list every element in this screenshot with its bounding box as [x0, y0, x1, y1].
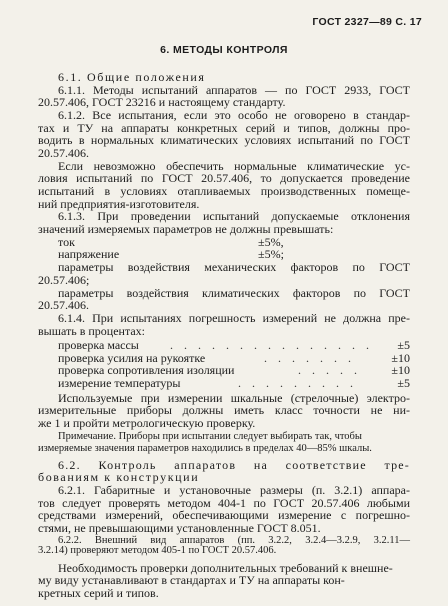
accuracy-row-label: проверка массы — [58, 338, 139, 352]
para-additional-line: Необходимость проверки дополнительных требований к внешне- — [58, 560, 393, 575]
subsection-heading: 6.1. Общие положения — [58, 70, 206, 84]
para-6-1-2-line: тах и ТУ на аппараты конкретных серий и типов, должны про- — [38, 120, 410, 135]
section-title: 6. МЕТОДЫ КОНТРОЛЯ — [160, 44, 288, 56]
para-6-2-1-line: стями, не превышающими установленные ГОСТ 8.051. — [38, 520, 321, 535]
leader-dots: . . . . . . . . . — [238, 376, 357, 390]
para-mechanical-line: 20.57.406; — [38, 272, 90, 287]
note-line: Примечание. Приборы при испытании следует выбирать так, чтобы — [58, 431, 362, 443]
subsection-heading: 6.2. Контроль аппаратов на соответствие тре- — [58, 457, 410, 472]
para-6-1-2-line: 6.1.2. Все испытания, если это особо не оговорено в стандар- — [58, 108, 410, 122]
leader-dots: . . . . . . . — [264, 350, 355, 365]
para-additional-line: му виду устанавливают в стандартах и ТУ на аппараты кон- — [38, 573, 345, 588]
para-6-2-2-line: 3.2.14) проверяют методом 405-1 по ГОСТ 20.57.406. — [38, 545, 277, 557]
para-6-1-1-line: 20.57.406, ГОСТ 23216 и настоящему стандарту. — [38, 95, 286, 110]
para-instruments-line: Используемые при измерении шкальные (стрелочные) электро- — [58, 390, 410, 405]
para-6-1-3-line: значений измеряемых параметров не должны превышать: — [38, 222, 334, 237]
para-climatic-line: 20.57.406. — [38, 298, 89, 313]
para-conditions-line: ловия испытаний по ГОСТ 20.57.406, то допускается проведение — [38, 171, 410, 186]
para-mechanical-line: параметры воздействия механических факторов по ГОСТ — [58, 260, 410, 275]
para-6-2-1-line: средствами измерений, обеспечивающими измерение с погрешно- — [38, 508, 410, 523]
accuracy-row-value: ±10 — [391, 363, 410, 378]
para-6-2-2-line: 6.2.2. Внешний вид аппаратов (пп. 3.2.2, 3.2.4—3.2.9, 3.2.11— — [58, 534, 410, 546]
para-6-1-1-line: 6.1.1. Методы испытаний аппаратов — по ГОСТ 2933, ГОСТ — [58, 82, 410, 97]
accuracy-row-value: ±5 — [397, 376, 410, 390]
para-6-1-4-line: вышать в процентах: — [38, 323, 146, 338]
para-6-1-4-line: 6.1.4. При испытаниях погрешность измерений не должна пре- — [58, 310, 410, 325]
leader-dots: . . . . . . . . . . . . . . . — [170, 338, 373, 352]
para-6-1-3-line: 6.1.3. При проведении испытаний допускаемые отклонения — [58, 209, 410, 224]
note-line: измеряемые значения параметров находились в пределах 40—85% шкалы. — [38, 443, 372, 455]
accuracy-row — [58, 376, 410, 390]
para-conditions-line: Если невозможно обеспечить нормальные климатические ус- — [58, 158, 410, 173]
para-6-1-2-line: 20.57.406. — [38, 146, 89, 160]
para-instruments-line: измерительные приборы должны иметь класс точности не ни- — [38, 403, 410, 418]
para-climatic-line: параметры воздействия климатических факторов по ГОСТ — [58, 285, 410, 300]
accuracy-row-label: измерение температуры — [58, 376, 181, 390]
running-header: ГОСТ 2327—89 С. 17 — [312, 16, 422, 28]
accuracy-row-label: проверка сопротивления изоляции — [58, 363, 235, 378]
tolerance-value-voltage: ±5%; — [258, 247, 284, 262]
subsection-heading: бованиям к конструкции — [38, 470, 200, 485]
accuracy-row-value: ±5 — [397, 338, 410, 352]
para-conditions-line: испытаний в условиях отапливаемых производственных помеще- — [38, 184, 410, 199]
accuracy-row-label: проверка усилия на рукоятке — [58, 350, 206, 365]
para-additional-line: кретных серий и типов. — [38, 586, 159, 600]
para-instruments-line: же 1 и пройти метрологическую проверку. — [38, 415, 256, 430]
leader-dots: . . . . . — [298, 363, 361, 378]
tolerance-label-current: ток — [58, 234, 75, 249]
para-6-2-1-line: тов следует проверять методом 404-1 по ГОСТ 20.57.406 любыми — [38, 495, 410, 510]
tolerance-label-voltage: напряжение — [58, 247, 120, 262]
para-6-1-2-line: водить в нормальных климатических условиях испытаний по ГОСТ — [38, 133, 410, 148]
para-6-2-1-line: 6.2.1. Габаритные и установочные размеры (п. 3.2.1) аппара- — [58, 482, 410, 497]
para-conditions-line: ний предприятия-изготовителя. — [38, 196, 200, 211]
accuracy-row-value: ±10 — [391, 350, 410, 365]
tolerance-value-current: ±5%, — [258, 234, 284, 249]
